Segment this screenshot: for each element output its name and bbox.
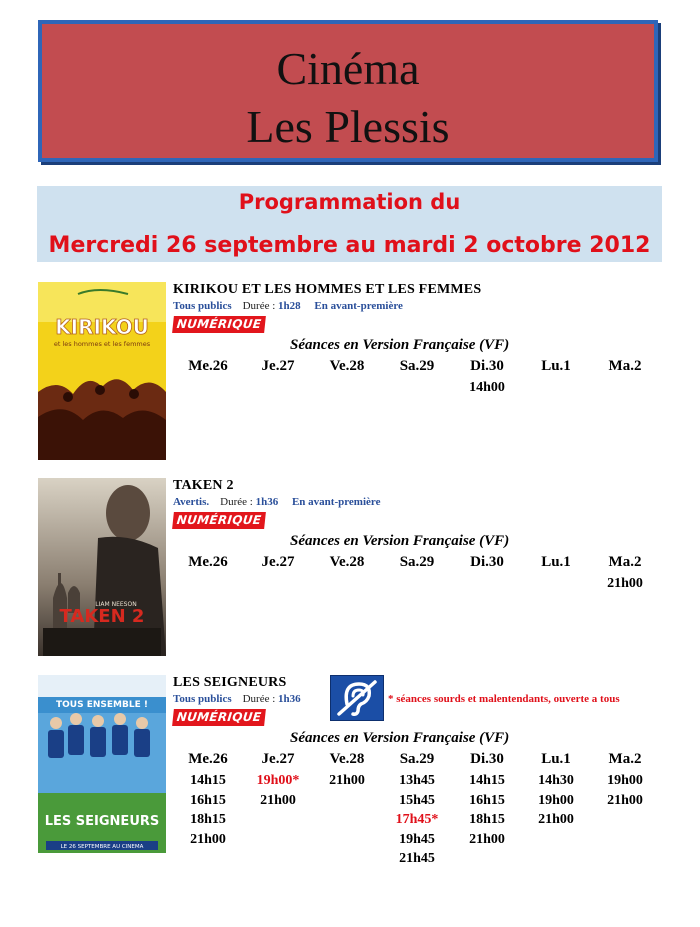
programme-dates: Mercredi 26 septembre au mardi 2 octobre 2012 <box>48 233 651 258</box>
showtime: 19h00 <box>538 792 574 808</box>
version-label: Séances en Version Française (VF) <box>290 730 510 746</box>
showtime: 21h00 <box>538 812 574 828</box>
duration-value: 1h36 <box>278 693 301 705</box>
film-title: KIRIKOU ET LES HOMMES ET LES FEMMES <box>173 282 482 297</box>
day-label: Lu.1 <box>541 554 571 570</box>
day-row <box>173 554 660 574</box>
showtimes-column <box>382 771 452 869</box>
day-label: Sa.29 <box>399 358 435 374</box>
duration-label: Durée : <box>242 300 276 312</box>
taken-poster-actor: LIAM NEESON <box>95 601 137 608</box>
showtimes-column <box>521 771 591 830</box>
showtime: 18h15 <box>469 812 505 828</box>
audience-label: Avertis. <box>173 496 210 508</box>
seigneurs-poster-date: LE 26 SEPTEMBRE AU CINEMA <box>60 844 144 850</box>
duration-value: 1h28 <box>278 300 301 312</box>
cinema-banner <box>38 20 658 162</box>
numerique-logo: NUMÉRIQUE <box>172 316 266 333</box>
kirikou-poster-title: KIRIKOU <box>55 315 149 339</box>
day-label: Ve.28 <box>329 358 365 374</box>
showtime: 21h00 <box>607 792 643 808</box>
duration-label: Durée : <box>242 693 276 705</box>
day-label: Di.30 <box>470 358 504 374</box>
day-label: Di.30 <box>470 554 504 570</box>
showtime: 21h45 <box>399 851 435 867</box>
showtime: 21h00 <box>607 576 643 591</box>
seigneurs-poster-image <box>38 675 166 853</box>
seigneurs-poster-tagline: TOUS ENSEMBLE ! <box>56 700 148 710</box>
preview-label: En avant-première <box>291 496 381 508</box>
showtimes-column <box>590 771 660 810</box>
film-title: LES SEIGNEURS <box>173 675 287 690</box>
showtime: 14h00 <box>469 380 505 395</box>
day-label: Je.27 <box>261 554 295 570</box>
hearing-impaired-icon <box>330 675 384 721</box>
showtime: 19h00 <box>607 773 643 788</box>
showtimes-column <box>590 574 660 594</box>
showtime: 21h00 <box>190 831 226 847</box>
kirikou-poster-subtitle: et les hommes et les femmes <box>53 340 151 348</box>
showtimes-column <box>452 771 522 849</box>
version-label: Séances en Version Française (VF) <box>290 533 510 549</box>
showtimes-column <box>243 771 313 810</box>
showtime: 14h15 <box>190 773 226 788</box>
film-meta <box>173 693 301 705</box>
day-row <box>173 751 660 771</box>
taken-poster-title: TAKEN 2 <box>59 606 145 627</box>
audience-label: Tous publics <box>173 300 232 312</box>
showtime: 16h15 <box>469 792 505 808</box>
seigneurs-poster-title: LES SEIGNEURS <box>44 814 160 829</box>
showtime: 14h15 <box>469 773 505 788</box>
numerique-logo: NUMÉRIQUE <box>172 709 266 726</box>
showtime: 14h30 <box>538 773 574 788</box>
day-label: Me.26 <box>188 751 228 767</box>
taken-poster-image <box>38 478 166 656</box>
day-label: Ma.2 <box>608 358 642 374</box>
kirikou-poster-image <box>38 282 166 460</box>
film-title: TAKEN 2 <box>173 478 234 493</box>
film-poster <box>38 282 166 460</box>
film-poster <box>38 478 166 656</box>
showtime: 15h45 <box>399 792 435 808</box>
version-label: Séances en Version Française (VF) <box>290 337 510 353</box>
numerique-logo: NUMÉRIQUE <box>172 512 266 529</box>
cinema-title-line1: Cinéma <box>276 43 420 94</box>
preview-label: En avant-première <box>314 300 403 312</box>
duration-value: 1h36 <box>255 496 279 508</box>
day-label: Di.30 <box>470 751 504 767</box>
cinema-title-line2: Les Plessis <box>246 101 450 152</box>
day-row <box>173 358 660 378</box>
showtimes-column <box>312 771 382 791</box>
day-label: Me.26 <box>188 554 228 570</box>
showtime: 16h15 <box>190 792 226 808</box>
audience-label: Tous publics <box>173 693 232 705</box>
day-label: Sa.29 <box>399 751 435 767</box>
showtime: 21h00 <box>329 773 365 788</box>
showtime: 21h00 <box>469 831 505 847</box>
day-label: Lu.1 <box>541 751 571 767</box>
showtime: 21h00 <box>260 792 296 808</box>
day-label: Je.27 <box>261 358 295 374</box>
day-label: Je.27 <box>261 751 295 767</box>
film-meta <box>173 300 403 312</box>
showtime: 19h45 <box>399 831 435 847</box>
showtime: 18h15 <box>190 812 226 828</box>
showtime-accessible: 17h45* <box>395 812 439 828</box>
day-label: Ma.2 <box>608 751 642 767</box>
duration-label: Durée : <box>220 496 253 508</box>
film-poster <box>38 675 166 853</box>
showtimes-column <box>173 771 243 849</box>
day-label: Me.26 <box>188 358 228 374</box>
day-label: Lu.1 <box>541 358 571 374</box>
day-label: Ve.28 <box>329 554 365 570</box>
day-label: Ve.28 <box>329 751 365 767</box>
showtimes-column <box>452 378 522 398</box>
accessibility-note: * séances sourds et malentendants, ouverte a tous <box>388 693 620 705</box>
film-meta <box>173 496 380 508</box>
programme-band <box>37 186 662 262</box>
showtime: 13h45 <box>399 773 435 788</box>
day-label: Ma.2 <box>608 554 642 570</box>
programme-title: Programmation du <box>238 190 461 214</box>
day-label: Sa.29 <box>399 554 435 570</box>
showtime-accessible: 19h00* <box>256 773 300 788</box>
